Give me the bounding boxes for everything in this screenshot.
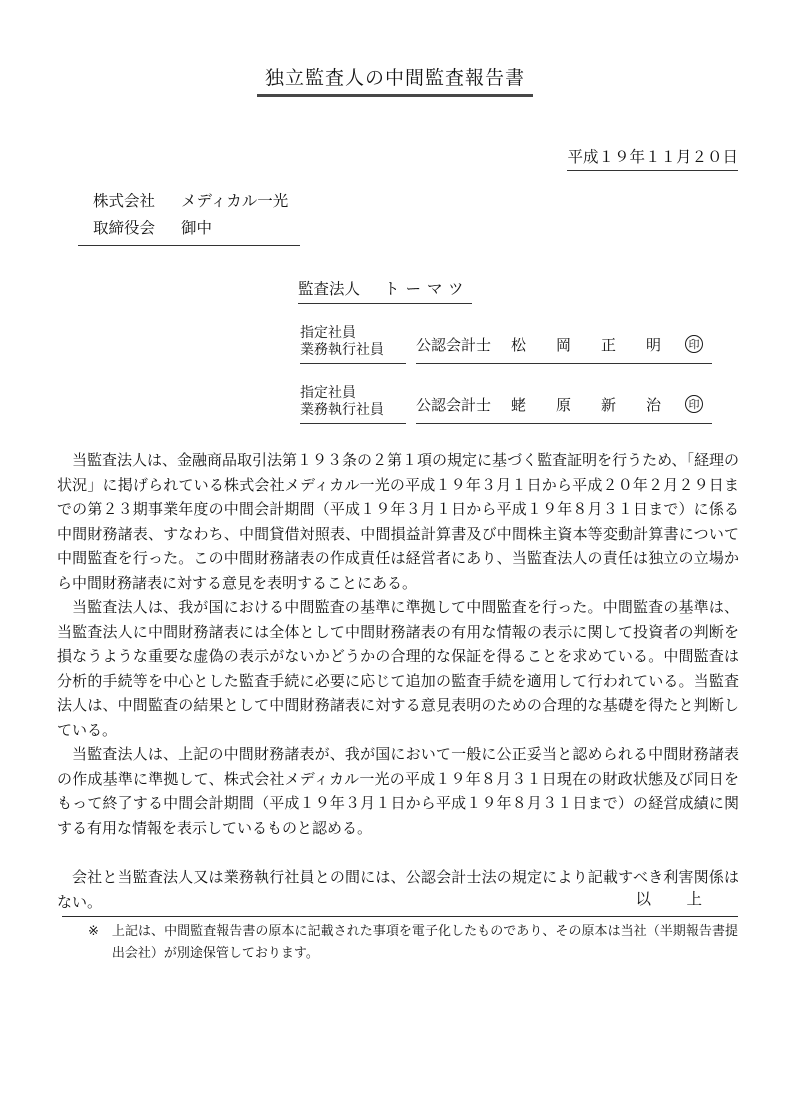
addressee-honorific: 御中: [181, 219, 213, 237]
page-title: 独立監査人の中間監査報告書: [257, 63, 533, 97]
footnote-marker: ※: [88, 924, 99, 939]
signer1-roles: [300, 325, 406, 364]
signer2-seal-stamp-icon: 印: [685, 395, 703, 413]
signer-row-2: [300, 385, 712, 424]
signer2-roles: [300, 385, 406, 424]
report-body: [57, 448, 739, 914]
closing-statement: 以 上: [635, 890, 712, 908]
audit-firm-name: トーマツ: [384, 280, 470, 298]
audit-firm-label: 監査法人: [298, 280, 361, 298]
audit-firm-line: [298, 277, 472, 304]
body-paragraph-opinion: 当監査法人は、上記の中間財務諸表が、我が国において一般に公正妥当と認められる中間財務諸表の作成基準に準拠して、株式会社メディカル一光の平成１９年８月３１日現在の財政状態及び同日をもって終了する中間会計期間（平成１９年３月１日から平成１９年８月３１日まで）の経営成績に関する有用な情報を表示しているものと認める。: [57, 745, 739, 837]
body-paragraph-scope: 当監査法人は、金融商品取引法第１９３条の２第１項の規定に基づく監査証明を行うため、「経理の状況」に掲げられている株式会社メディカル一光の平成１９年３月１日から平成２０年２月２９日までの第２３期事業年度の中間会計期間（平成１９年３月１日から平成１９年８月３１日まで）に係る中間財務諸表、すなわち、中間貸借対照表、中間損益計算書及び中間株主資本等変動計算書について中間監査を行った。この中間財務諸表の作成責任は経営者にあり、当監査法人の責任は独立の立場から中間財務諸表に対する意見を表明することにある。: [57, 451, 739, 592]
report-date: 平成１９年１１月２０日: [567, 145, 738, 171]
signer1-role-line2: 業務執行社員: [300, 341, 384, 358]
footnote-text: 上記は、中間監査報告書の原本に記載された事項を電子化したものであり、その原本は当社（半期報告書提出会社）が別途保管しております。: [111, 924, 738, 961]
signer1-cpa-title: 公認会計士: [416, 335, 492, 354]
addressee-company-name: メディカル一光: [181, 192, 289, 210]
page-title-row: [0, 63, 790, 97]
body-paragraph-standards: 当監査法人は、我が国における中間監査の基準に準拠して中間監査を行った。中間監査の基準は、当監査法人に中間財務諸表には全体として中間財務諸表の有用な情報の表示に関して投資者の判断を損なうような重要な虚偽の表示がないかどうかの合理的な保証を得ることを求めている。中間監査は分析的手続等を中心とした監査手続に必要に応じて追加の監査手続を適用して行われている。当監査法人は、中間監査の結果として中間財務諸表に対する意見表明のための合理的な基礎を得たと判断している。: [57, 598, 739, 739]
addressee-company-line: [93, 188, 288, 215]
signer-row-1: [300, 325, 712, 364]
footnote-divider: [62, 916, 738, 917]
signers-section: [300, 325, 712, 445]
addressee-council-line: [93, 215, 288, 242]
signer1-seal-stamp-icon: 印: [685, 335, 703, 353]
addressee-block: [78, 188, 300, 246]
signer2-name: 蛯原新治: [511, 395, 692, 414]
signer2-signature-line: [416, 385, 712, 424]
signer1-signature-line: [416, 325, 712, 364]
signer2-role-line2: 業務執行社員: [300, 401, 384, 418]
signer2-role-line1: 指定社員: [300, 385, 356, 401]
body-paragraph-interest: 会社と当監査法人又は業務執行社員との間には、公認会計士法の規定により記載すべき利害関係はない。: [57, 868, 739, 911]
signer2-cpa-title: 公認会計士: [416, 395, 492, 414]
signer1-role-line1: 指定社員: [300, 325, 356, 341]
addressee-council: 取締役会: [93, 219, 156, 237]
addressee-company-prefix: 株式会社: [93, 192, 156, 210]
footnote-block: [88, 921, 738, 965]
signer1-name: 松岡正明: [511, 335, 692, 354]
